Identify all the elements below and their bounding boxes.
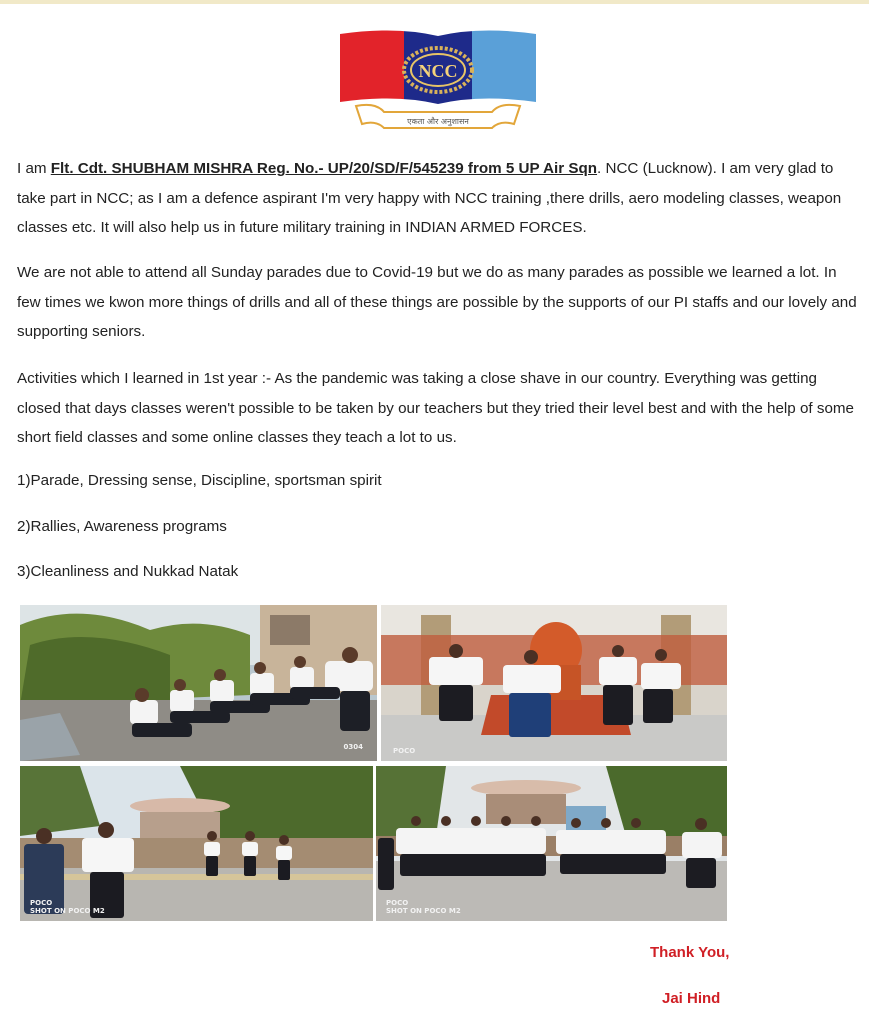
photo-cadets-gazebo [20, 766, 373, 921]
activities-paragraph: Activities which I learned in 1st year :- As the pandemic was taking a close shave in our country. Everything was getting closed that days classes weren't possible to be taken by our teachers but they tried their level best and with the help of some short field classes and some online classes they teach a lot to us. [17, 370, 854, 446]
list-item: 2)Rallies, Awareness programs [17, 518, 227, 535]
photo-watermark: POCO [393, 747, 416, 755]
cadet-identity: Flt. Cdt. SHUBHAM MISHRA Reg. No.- UP/20/SD/F/545239 from 5 UP Air Sqn [50, 160, 598, 177]
covid-paragraph: We are not able to attend all Sunday parades due to Covid-19 but we do as many parades as possible we learned a lot. In few times we kwon more things of drills and all of these things are possible by the supports of our PI staffs and our lovely and supporting seniors. [17, 264, 857, 340]
photo-cadets-group [376, 766, 727, 921]
logo-motto: एकता और अनुशासन [407, 117, 469, 126]
photo-watermark: POCO SHOT ON POCO M2 [386, 899, 461, 915]
intro-paragraph: I am Flt. Cdt. SHUBHAM MISHRA Reg. No.- UP/20/SD/F/545239 from 5 UP Air Sqn. NCC (Lucknow). I am very glad to take part in NCC; as I am a defence aspirant I'm very happy with NCC training ,there drills, aero modeling classes, weapon classes etc. It will also help us in future military training in INDIAN ARMED FORCES. [17, 160, 842, 236]
photo-statue-cleaning [381, 605, 727, 761]
photo-cadets-exercise [20, 605, 377, 761]
logo-text: NCC [418, 61, 458, 81]
list-item: 1)Parade, Dressing sense, Discipline, sportsman spirit [17, 472, 382, 489]
photo-corner-watermark: 0304 [343, 743, 363, 751]
list-item: 3)Cleanliness and Nukkad Natak [17, 563, 239, 580]
thank-you-text: Thank You, [650, 944, 730, 961]
jai-hind-text: Jai Hind [662, 990, 721, 1007]
ncc-logo [336, 28, 540, 134]
photo-watermark: POCO SHOT ON POCO M2 [30, 899, 105, 915]
